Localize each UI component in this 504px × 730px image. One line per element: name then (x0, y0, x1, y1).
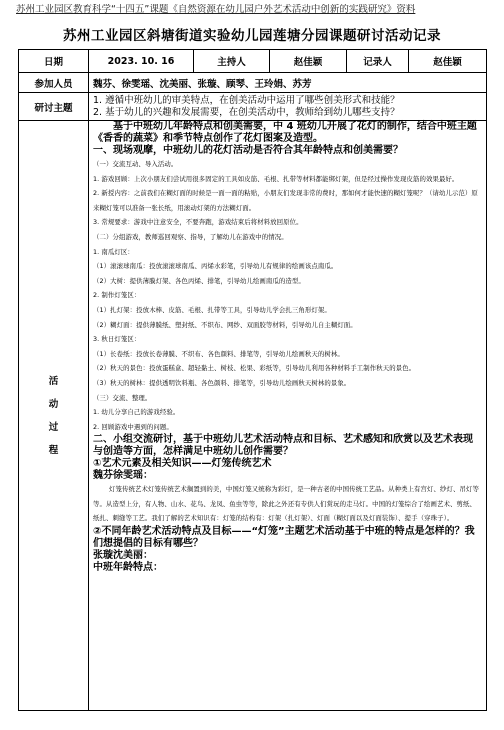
process-label-char: 活 (48, 375, 59, 387)
recorder-value: 赵佳颖 (409, 50, 487, 73)
process-paragraph: 1. 南瓜灯区： (93, 247, 134, 256)
process-paragraph: （1）滚滚球南瓜：投放滚滚球南瓜、丙烯水彩笔，引导幼儿有规律的绘画该点南瓜。 (93, 262, 338, 271)
process-label-char: 动 (48, 398, 59, 410)
process-heading: ②不同年龄艺术活动特点及目标——“灯笼”主题艺术活动基于中班的特点是怎样的？我们想提倡的目标有哪些？ (93, 526, 475, 550)
process-paragraph: （2）糊灯面：提供薄膜纸、塑封纸、不织布、网纱、双面胶等材料，引导幼儿自主糊灯面。 (93, 320, 357, 329)
process-heading: 二、小组交流研讨，基于中班幼儿艺术活动特点和目标、艺术感知和欣赏以及艺术表现与创造等方面，怎样满足中班幼儿创作需要？ (93, 434, 473, 458)
process-paragraph: （2）秋天的景色：投放蛋糕盒、超轻黏土、树枝、松果、彩纸等，引导幼儿利用各种材料手工制作秋天的景色。 (93, 364, 416, 373)
process-label-char: 过 (48, 421, 59, 433)
process-paragraph: 1. 游戏回顾：上次小朋友们尝试用很多固定的工具如皮筋、毛根、扎带等材料都能绑灯架，但是经过操作发现皮筋的效果最好。 (93, 174, 459, 183)
document-header: 苏州工业园区教育科学“十四五”课题《自然资源在幼儿园户外艺术活动中创新的实践研究》资料 (16, 4, 416, 15)
topic-list (89, 93, 487, 121)
participants-row (19, 73, 487, 93)
host-label: 主持人 (194, 50, 270, 73)
process-paragraph: 灯笼传统艺术灯笼传统艺术搁置到的美，中国灯笼又统称为彩灯，是一种古老的中国传统工艺品。从种类上有宫灯、纱灯、吊灯等等。从造型上分，有人物、山水、花鸟、龙凤、鱼虫等等，除此之外还有专供人们赏玩的走马灯。中国的灯笼综合了绘画艺术、剪纸、纸扎、刺缝等工艺。我们了解的艺术知识有：灯笼的结构有：灯架（扎灯架）、灯面（糊灯面以及灯面装饰）、提手（穿珠子）。 (93, 485, 479, 523)
process-paragraph: （二）分组游戏，教师巡回观察、指导，了解幼儿在游戏中的情况。 (93, 232, 288, 241)
topic-label: 研讨主题 (19, 93, 89, 121)
process-lines (93, 121, 482, 574)
record-table (18, 49, 487, 711)
process-label-char: 程 (48, 444, 59, 456)
topic-item: 1. 遵循中班幼儿的审美特点，在创美活动中运用了哪些创美形式和技能？ (93, 94, 400, 106)
participants-label: 参加人员 (19, 73, 89, 93)
process-row (19, 121, 487, 711)
process-paragraph: （2）大树：提供薄膜灯架、各色丙烯、排笔，引导幼儿绘画南瓜的造型。 (93, 276, 305, 285)
process-label (19, 121, 89, 711)
process-heading: 中班年龄特点： (93, 562, 163, 574)
date-value: 2023. 10. 16 (89, 50, 194, 73)
info-row (19, 50, 487, 73)
process-paragraph: （1）扎灯架：投放木棒、皮筋、毛根、扎带等工具，引导幼儿学会扎三角形灯架。 (93, 305, 331, 314)
process-paragraph: 1. 幼儿分享自己的游戏经验。 (93, 408, 180, 417)
topic-item: 2. 基于幼儿的兴趣和发展需要，在创美活动中，教师给到幼儿哪些支持？ (93, 106, 400, 118)
process-paragraph: （一）交流互动、导入活动。 (93, 160, 178, 168)
page-title: 苏州工业园区斜塘街道实验幼儿园莲塘分园课题研讨活动记录 (63, 28, 441, 44)
recorder-label: 记录人 (347, 50, 409, 73)
topic-row (19, 93, 487, 121)
process-paragraph: （1）长卷纸：投放长卷薄膜、不织布、各色颜料、排笔等，引导幼儿绘画秋天的树林。 (93, 349, 344, 358)
process-paragraph: 2. 新授内容：之前我们在糊灯面的时候是一面一面的粘贴，小朋友们发现非常的费时，那如何才能快速的糊灯笼呢？（请幼儿示范）原来糊灯笼可以准备一张长纸，用滚动灯架的方法糊灯面。 (93, 189, 478, 212)
process-paragraph: （3）秋天的树林：提供透明饮料瓶、各色颜料、排笔等，引导幼儿绘画秋天树林的景象。 (93, 378, 351, 387)
process-paragraph: （三）交流、整理。 (93, 393, 152, 402)
process-paragraph: 2. 回顾游戏中遇到的问题。 (93, 422, 173, 431)
host-value: 赵佳颖 (270, 50, 347, 73)
participants-value: 魏芬、徐雯瑶、沈美丽、张璇、顾琴、王玲娟、苏芳 (89, 73, 487, 93)
process-heading: 张璇沈美丽： (93, 550, 153, 562)
process-heading: 一、现场观摩，中班幼儿的花灯活动是否符合其年龄特点和创美需要？ (93, 145, 403, 156)
process-paragraph: 3. 秋日灯笼区： (93, 335, 141, 344)
process-heading: ①艺术元素及相关知识——灯笼传统艺术 (93, 458, 272, 470)
process-heading: 魏芬徐雯瑶： (93, 470, 153, 482)
process-heading: 基于中班幼儿年龄特点和创美需要，中 4 班幼儿开展了花灯的制作，结合中班主题《香香的蔬菜》和季节特点创作了花灯图案及造型。 (93, 121, 477, 144)
date-label: 日期 (19, 50, 89, 73)
process-paragraph: 2. 制作灯笼区： (93, 291, 141, 300)
process-content (89, 121, 487, 711)
process-paragraph: 3. 常规要求：游戏中注意安全，不要奔跑，游戏结束后将材料放回原位。 (93, 218, 303, 227)
